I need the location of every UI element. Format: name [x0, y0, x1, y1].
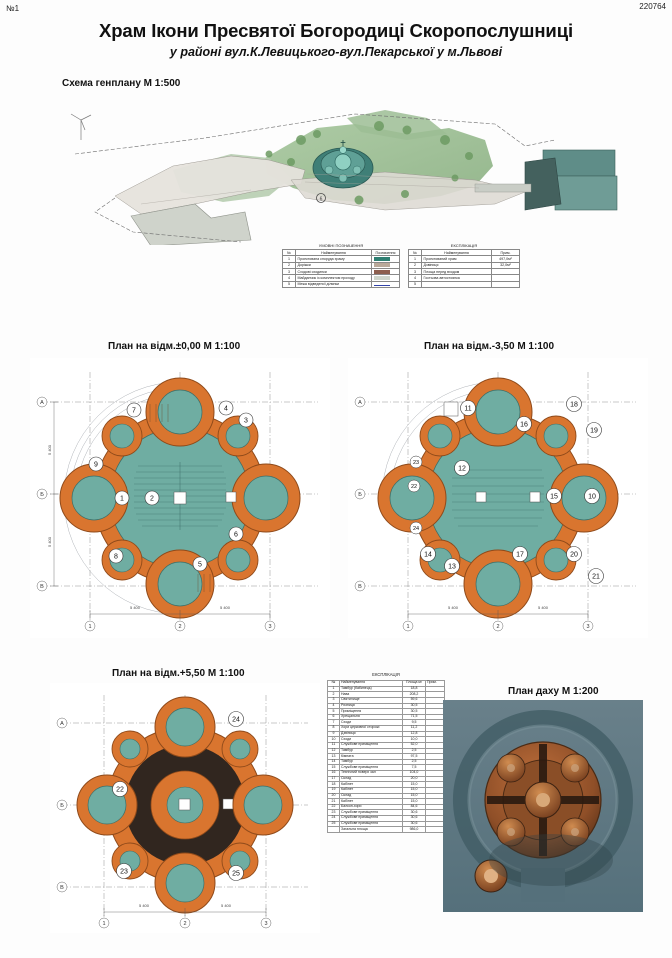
caption-plan-minus: План на відм.-3,50 М 1:100: [424, 341, 555, 352]
expl-small-note: 497,0м²: [492, 256, 520, 262]
legend-table: [282, 249, 400, 288]
svg-text:2: 2: [183, 921, 187, 927]
expl-num: 22: [328, 804, 340, 810]
svg-text:11: 11: [464, 405, 472, 413]
svg-text:А: А: [60, 721, 64, 727]
expl-num: 15: [328, 765, 340, 771]
svg-text:17: 17: [516, 551, 524, 559]
svg-text:24: 24: [412, 526, 420, 532]
expl-name: Тамбур: [340, 748, 403, 754]
expl-num: 7: [328, 720, 340, 726]
svg-text:5 400: 5 400: [47, 444, 52, 456]
expl-num: [328, 827, 340, 833]
expl-name: Сходи: [340, 737, 403, 743]
expl-name: Ризниця: [340, 703, 403, 709]
legend-title: УМОВНІ ПОЗНАЧЕННЯ: [318, 243, 364, 248]
expl-num: 19: [328, 787, 340, 793]
expl-num: 16: [328, 771, 340, 777]
expl-name: Службове приміщення: [340, 810, 403, 816]
svg-text:16: 16: [520, 421, 528, 429]
expl-area: 30,6: [403, 810, 426, 816]
svg-text:22: 22: [410, 484, 418, 490]
expl-num: 9: [328, 731, 340, 737]
svg-text:3: 3: [244, 417, 248, 425]
expl-area: 15,0: [403, 793, 426, 799]
legend-row-name: Межа відведеної ділянки: [296, 281, 372, 287]
svg-text:3: 3: [264, 921, 268, 927]
expl-num: 23: [328, 810, 340, 816]
expl-name: Службове приміщення: [340, 765, 403, 771]
legend-row-name: Проектована споруда храму: [296, 256, 372, 262]
sheet-number: №1: [6, 4, 20, 13]
svg-text:В: В: [60, 885, 64, 891]
caption-plan-plus: План на відм.+5,50 М 1:100: [112, 668, 245, 679]
expl-area: 2,5: [403, 759, 426, 765]
expl-num: 1: [328, 686, 340, 692]
svg-text:5 400: 5 400: [129, 605, 141, 610]
expl-name: Загальна площа: [340, 827, 403, 833]
expl-area: 12,8: [403, 731, 426, 737]
expl-name: Технічний поверх зал: [340, 771, 403, 777]
expl-small-num: 2: [409, 262, 422, 268]
expl-num: 18: [328, 782, 340, 788]
expl-num: 8: [328, 726, 340, 732]
expl-num: 24: [328, 816, 340, 822]
expl-area: 97,5: [403, 754, 426, 760]
svg-text:1: 1: [88, 624, 92, 630]
expl-note: [426, 827, 445, 833]
expl-small-name: Гостьова автостоянка: [422, 275, 492, 281]
expl-area: 104,0: [403, 771, 426, 777]
expl-area: 20,0: [403, 776, 426, 782]
expl-area: 15,0: [403, 782, 426, 788]
expl-header-num: №: [328, 681, 340, 687]
svg-text:6: 6: [319, 196, 323, 203]
legend-row-name: Майданчик із комплектом проходу: [296, 275, 372, 281]
svg-text:1: 1: [406, 624, 410, 630]
svg-text:12: 12: [458, 465, 466, 473]
svg-text:5: 5: [198, 561, 202, 569]
svg-text:А: А: [40, 400, 44, 406]
caption-site-plan: Схема генплану М 1:500: [62, 78, 181, 89]
expl-area: 11,2: [403, 726, 426, 732]
expl-area: 18,8: [403, 686, 426, 692]
legend-row-num: 5: [283, 281, 296, 287]
expl-area: 986,0: [403, 827, 426, 833]
expl-small-name: [422, 281, 492, 287]
svg-text:4: 4: [224, 405, 228, 413]
caption-plan-zero: План на відм.±0,00 М 1:100: [108, 341, 241, 352]
svg-text:20: 20: [570, 551, 578, 559]
expl-area: 59,6: [403, 697, 426, 703]
svg-text:1: 1: [120, 495, 124, 503]
expl-num: 13: [328, 754, 340, 760]
expl-name: Нава: [340, 692, 403, 698]
expl-name: Кабінет: [340, 782, 403, 788]
expl-num: 21: [328, 799, 340, 805]
expl-small-header-note: Прим.: [492, 250, 520, 256]
explication-title: ЕКСПЛІКАЦІЯ: [372, 672, 400, 677]
svg-text:5 400: 5 400: [447, 605, 459, 610]
page-subtitle: у районі вул.К.Левицького-вул.Пекарської у м.Львові: [169, 45, 503, 59]
expl-name: Кімната: [340, 754, 403, 760]
svg-text:18: 18: [570, 401, 578, 409]
svg-text:В: В: [358, 584, 362, 590]
expl-small-num: 5: [409, 281, 422, 287]
svg-text:15: 15: [550, 493, 558, 501]
sheet-code: 220764: [639, 2, 666, 11]
expl-num: 17: [328, 776, 340, 782]
svg-text:Б: Б: [60, 803, 64, 809]
expl-num: 3: [328, 697, 340, 703]
expl-name: Службове приміщення: [340, 742, 403, 748]
expl-name: Хори церковної сторожі: [340, 726, 403, 732]
svg-text:6: 6: [234, 531, 238, 539]
expl-num: 14: [328, 759, 340, 765]
svg-text:3: 3: [268, 624, 272, 630]
svg-text:А: А: [358, 400, 362, 406]
plan-zero-drawing: [30, 358, 330, 638]
expl-name: Службове приміщення: [340, 816, 403, 822]
svg-text:8: 8: [114, 553, 118, 561]
legend-row-num: 3: [283, 268, 296, 274]
roof-plan-render: [443, 700, 643, 912]
expl-small-note: 32,0м²: [492, 262, 520, 268]
svg-text:22: 22: [116, 786, 124, 794]
expl-area: 15,0: [403, 787, 426, 793]
svg-text:24: 24: [232, 716, 240, 724]
svg-text:2: 2: [496, 624, 500, 630]
expl-area: 71,5: [403, 714, 426, 720]
page-title: Храм Ікони Пресвятої Богородиці Скоропослушниці: [98, 20, 574, 41]
expl-num: 4: [328, 703, 340, 709]
site-plan-render: [55, 100, 625, 240]
explication-small-table: [408, 249, 520, 288]
expl-name: Дзвіниця: [340, 731, 403, 737]
svg-text:2: 2: [178, 624, 182, 630]
expl-num: 20: [328, 793, 340, 799]
expl-small-header-name: Найменування: [422, 250, 492, 256]
expl-area: 30,5: [403, 709, 426, 715]
expl-area: 208,2: [403, 692, 426, 698]
svg-text:В: В: [40, 584, 44, 590]
expl-small-num: 1: [409, 256, 422, 262]
svg-text:2: 2: [150, 495, 154, 503]
plan-plus-drawing: [50, 683, 320, 933]
explication-table: [327, 680, 445, 833]
expl-header-name: Найменування: [340, 681, 403, 687]
svg-text:7: 7: [132, 407, 136, 415]
expl-num: 11: [328, 742, 340, 748]
expl-name: Службове приміщення: [340, 821, 403, 827]
legend-header-mark: Позначення: [372, 250, 400, 256]
expl-name: Приміщення: [340, 709, 403, 715]
svg-text:5 400: 5 400: [219, 605, 231, 610]
svg-text:23: 23: [120, 868, 128, 876]
expl-header-area: Площа м²: [403, 681, 426, 687]
svg-text:1: 1: [102, 921, 106, 927]
svg-text:Б: Б: [358, 492, 362, 498]
expl-area: 15,0: [403, 799, 426, 805]
svg-text:21: 21: [592, 573, 600, 581]
svg-text:5 400: 5 400: [47, 536, 52, 548]
expl-name: Хрещальня: [340, 714, 403, 720]
expl-area: 30,6: [403, 816, 426, 822]
svg-text:Б: Б: [40, 492, 44, 498]
svg-text:9: 9: [94, 461, 98, 469]
svg-text:5 400: 5 400: [537, 605, 549, 610]
expl-small-row: [409, 281, 520, 287]
expl-num: 6: [328, 714, 340, 720]
svg-text:5 400: 5 400: [220, 903, 232, 908]
expl-area: 30,6: [403, 821, 426, 827]
expl-small-num: 4: [409, 275, 422, 281]
expl-area: 7,5: [403, 765, 426, 771]
table-row-total: [328, 827, 445, 833]
expl-area: 52,0: [403, 742, 426, 748]
legend-row-num: 4: [283, 275, 296, 281]
plan-minus-drawing: [348, 358, 648, 638]
legend-row-swatch: [372, 281, 400, 287]
svg-text:19: 19: [590, 427, 598, 435]
expl-name: Склад: [340, 776, 403, 782]
legend-row: [283, 281, 400, 287]
svg-text:14: 14: [424, 551, 432, 559]
expl-name: Склад: [340, 793, 403, 799]
expl-num: 10: [328, 737, 340, 743]
expl-small-name: Проектований храм: [422, 256, 492, 262]
svg-text:10: 10: [588, 493, 596, 501]
svg-text:5 400: 5 400: [138, 903, 150, 908]
svg-text:25: 25: [232, 870, 240, 878]
expl-area: 2,5: [403, 748, 426, 754]
expl-name: Святилище: [340, 697, 403, 703]
expl-name: Кабінет: [340, 787, 403, 793]
expl-small-header-num: №: [409, 250, 422, 256]
expl-small-note: [492, 281, 520, 287]
explication-small-title: ЕКСПЛІКАЦІЯ: [450, 243, 478, 248]
expl-area: 10,0: [403, 737, 426, 743]
expl-name: Тамбур: [340, 759, 403, 765]
expl-num: 12: [328, 748, 340, 754]
legend-header-num: №: [283, 250, 296, 256]
svg-text:23: 23: [412, 460, 420, 466]
expl-small-name: Дзвіниця: [422, 262, 492, 268]
legend-row-num: 1: [283, 256, 296, 262]
expl-small-name: Площа перед входом: [422, 268, 492, 274]
expl-area: 30,5: [403, 703, 426, 709]
expl-name: Сходи: [340, 720, 403, 726]
expl-small-num: 3: [409, 268, 422, 274]
legend-row-num: 2: [283, 262, 296, 268]
expl-num: 25: [328, 821, 340, 827]
legend-row-name: Сходові сходинки: [296, 268, 372, 274]
expl-num: 2: [328, 692, 340, 698]
svg-text:3: 3: [586, 624, 590, 630]
expl-name: Тамбур (бабинець): [340, 686, 403, 692]
expl-name: Кабінет: [340, 799, 403, 805]
caption-roof-plan: План даху М 1:200: [508, 686, 599, 697]
legend-row-name: Доріжки: [296, 262, 372, 268]
expl-name: Балкон-хори: [340, 804, 403, 810]
expl-header-note: Прим.: [426, 681, 445, 687]
expl-area: 84,6: [403, 804, 426, 810]
svg-text:13: 13: [448, 563, 456, 571]
expl-num: 5: [328, 709, 340, 715]
expl-area: 9,5: [403, 720, 426, 726]
legend-header-name: Найменування: [296, 250, 372, 256]
